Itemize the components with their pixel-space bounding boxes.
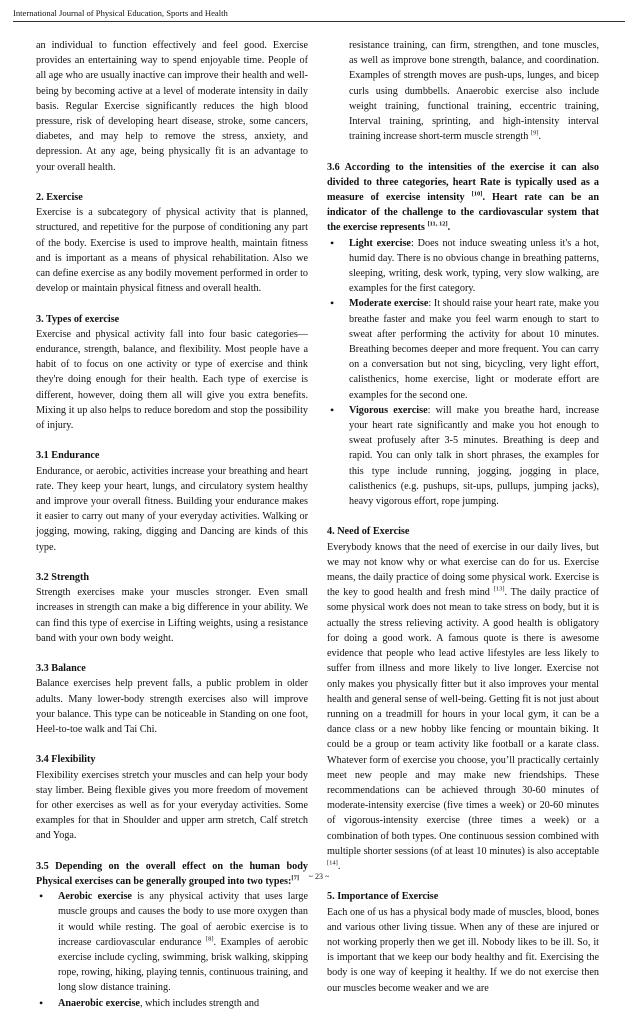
anaerobic-continued-text: resistance training, can firm, strengthen, and tone muscles, as well as improve bone strength, balance, and coordination. Examples of strength moves are push-ups, lunges, and bicep curls using dumbbells. Anaerobic exercise also include weight training, functional training, eccentric training, Interval training, sprinting, and high-intensity interval training increase short-term muscle strength: [349, 40, 599, 143]
section-3-6-heading: [327, 160, 599, 236]
section-4-text-c: .: [337, 860, 341, 872]
section-2-body: Exercise is a subcategory of physical activity that is planned, structured, and repetitive for the purpose of conditioning any part of the body. Exercise is used to improve health, maintain fitness and is important as a means of physical rehabilitation. Also we can define exercise as any bodily movement performed in order to develop or maintain physical fitness and overall health.: [36, 207, 308, 295]
anaerobic-continuation: [327, 38, 599, 144]
citation: [13]: [493, 585, 505, 593]
section-3-3-body: Balance exercises help prevent falls, a public problem in older adults. Many lower-body strength exercises also will improve your balance. This type can be noticeable in Standing on one foot, Heel-to-toe walk and Tai Chi.: [36, 678, 308, 736]
term-moderate: Moderate exercise: [349, 298, 429, 310]
citation: [7]: [291, 874, 300, 882]
term-vigorous: Vigorous exercise: [349, 404, 428, 416]
header-rule: [13, 21, 625, 22]
section-2-heading: 2. Exercise: [36, 192, 83, 204]
journal-header: International Journal of Physical Education, Sports and Health: [13, 8, 228, 18]
section-3-5-heading-text: 3.5 Depending on the overall effect on the human body Physical exercises can be generally grouped into two types:: [36, 860, 308, 888]
moderate-text: : It should raise your heart rate, make you breathe faster and make you feel warm enough to start to sweat after performing the activity for about 10 minutes. Breathing becomes deeper and more frequent. You can carry on a conversation but not sing, bicycling, very light effort, calisthenics, home exercise, light or moderate effort are examples for the second one.: [349, 298, 599, 401]
section-3-6-text-c: .: [447, 222, 451, 234]
citation: [9]: [530, 129, 539, 137]
list-item-vigorous: [327, 403, 599, 509]
section-3-2-heading: 3.2 Strength: [36, 572, 90, 584]
section-3-1-body: Endurance, or aerobic, activities increase your breathing and heart rate. They keep your heart, lungs, and circulatory system healthy and improve your overall fitness. Building your endurance makes it easier to carry out many of your everyday activities. Walking or jogging, mowing, raking, digging and Dancing are kinds of this type.: [36, 465, 308, 553]
list-item-anaerobic: [36, 996, 308, 1011]
aerobic-text-2: . Examples of aerobic exercise include cycling, swimming, brisk walking, skipping rope, rowing, hiking, playing tennis, continuous training, and long slow distance training.: [58, 936, 308, 994]
citation: [8]: [205, 935, 214, 943]
term-light: Light exercise: [349, 237, 411, 249]
citation: [11, 12]: [427, 221, 448, 229]
section-3-body: Exercise and physical activity fall into four basic categories—endurance, strength, balance, and flexibility. Most people have a habit of to focus on one activity or type of exercise and think they're doing enough for their health. Each type of exercise is different, however, doing them all will give you extra benefits. Mixing it up also helps to reduce boredom and stop the possibility of injury.: [36, 328, 308, 432]
section-4-text-b: . The daily practice of some physical work does not mean to take stress on body, but it is actually the stress relieving activity. A good health is obligatory for doing a good work. A famous quote is there is awesome evidence that people who lead active lifestyles are less likely to suffer from illness and more likely to live longer. Exercise not only makes you physically fitter but it also improves your mental health and general sense of well-being. Getting fit is not just about running on a treadmill for hours in your local gym, it can be a dance class or a new hobby like fencing or mountain biking. It could be a group or team activity like football or a karate class. Whatever form of exercise you choose, you’ll practically certainly meet new people and may make new friendships. These recommendations can be achieved through 30-60 minutes of moderate-intensity exercise (five times a week) or 20-60 minutes of vigorous-intensity exercise (three times a week) or a combination of both types. One continuous session combined with multiple shorter sessions (of at least 10 minutes) is also acceptable: [327, 587, 599, 857]
section-3-heading: 3. Types of exercise: [36, 313, 120, 325]
light-text: : Does not induce sweating unless it's a hot, humid day. There is no obvious change in breathing patterns, sleeping, writing, desk work, typing, very slow walking, are examples for the first category.: [349, 237, 599, 295]
list-item-aerobic: [36, 889, 308, 995]
citation: [14]: [327, 859, 338, 867]
section-5-body: Each one of us has a physical body made of muscles, blood, bones and various other living tissue. When any of these are injured or not working properly then we get ill. Nobody likes to be ill. So, it is important that we keep our body healthy and fit. Exercising the body is one way of keeping it healthy. If we do not exercise then our muscles become weaker and we are: [327, 906, 599, 994]
section-3-6-text-a: 3.6 According to the intensities of the exercise it can also divided to three categories, heart Rate is typically used as a measure of exercise intensity: [327, 161, 599, 204]
intro-paragraph: an individual to function effectively and feel good. Exercise provides an entertaining way to spend enjoyable time. People of all age who are usually inactive can improve their health and well-being by becoming active at a level of moderate intensity in daily basis. Regular Exercise significantly reduces the high blood pressure, risk of developing heart disease, stroke, some cancers, diabetes, and may help to remove the stress, anxiety, and depression. At any age, being physically fit is an advantage to your overall health.: [36, 40, 308, 173]
section-3-3-heading: 3.3 Balance: [36, 663, 86, 675]
term-anaerobic: Anaerobic exercise: [58, 997, 140, 1009]
section-3-4-heading: 3.4 Flexibility: [36, 754, 96, 766]
section-3-6-text-b: . Heart rate can be an indicator of the challenge to the cardiovascular system that the exercise represents: [327, 192, 599, 234]
right-column: [327, 38, 599, 996]
intensity-list: [327, 236, 599, 510]
section-4-heading: 4. Need of Exercise: [327, 526, 410, 538]
vigorous-text: : will make you breathe hard, increase your heart rate significantly and make you hot enough to sweat profusely after 3-5 minutes. Breathing is deep and rapid. You can only talk in short phrases, the examples for this type include running, jogging, jogging in place, calisthenics (e.g. pushups, sit-ups, pullups, jumping jacks), heavy vigorous effort, rope jumping.: [349, 404, 600, 508]
anaerobic-end: .: [538, 131, 542, 143]
section-4-body: [327, 540, 599, 874]
citation: [10]: [471, 190, 483, 198]
list-item-moderate: [327, 296, 599, 402]
section-3-4-body: Flexibility exercises stretch your muscles and can help your body stay limber. Being flexible gives you more freedom of movement for other exercises as well as for your everyday activities. Some examples for that in Shoulder and upper arm stretch, Calf stretch and Yoga.: [36, 769, 308, 842]
section-4-text-a: Everybody knows that the need of exercise in our daily lives, but we may not know why or what exercise can do for us. Exercise means, the daily practice of doing some physical work. Exercise is the key to good health and fresh mind: [327, 541, 599, 599]
section-5-heading: 5. Importance of Exercise: [327, 891, 439, 903]
list-item-light: [327, 236, 599, 297]
exercise-type-list: [36, 889, 308, 1011]
page-number: ~ 23 ~: [308, 872, 330, 881]
section-3-1-heading: 3.1 Endurance: [36, 450, 100, 462]
aerobic-text: is any physical activity that uses large muscle groups and causes the body to use more oxygen than it would while resting. The goal of aerobic exercise is to increase cardiovascular endurance: [58, 891, 308, 948]
term-aerobic: Aerobic exercise: [58, 891, 132, 903]
section-3-2-body: Strength exercises make your muscles stronger. Even small increases in strength can make a big difference in your ability. We can find this type of exercise in Lifting weights, using a resistance band with your own body weight.: [36, 587, 308, 644]
anaerobic-text: , which includes strength and: [139, 997, 260, 1009]
left-column: [36, 38, 308, 1011]
